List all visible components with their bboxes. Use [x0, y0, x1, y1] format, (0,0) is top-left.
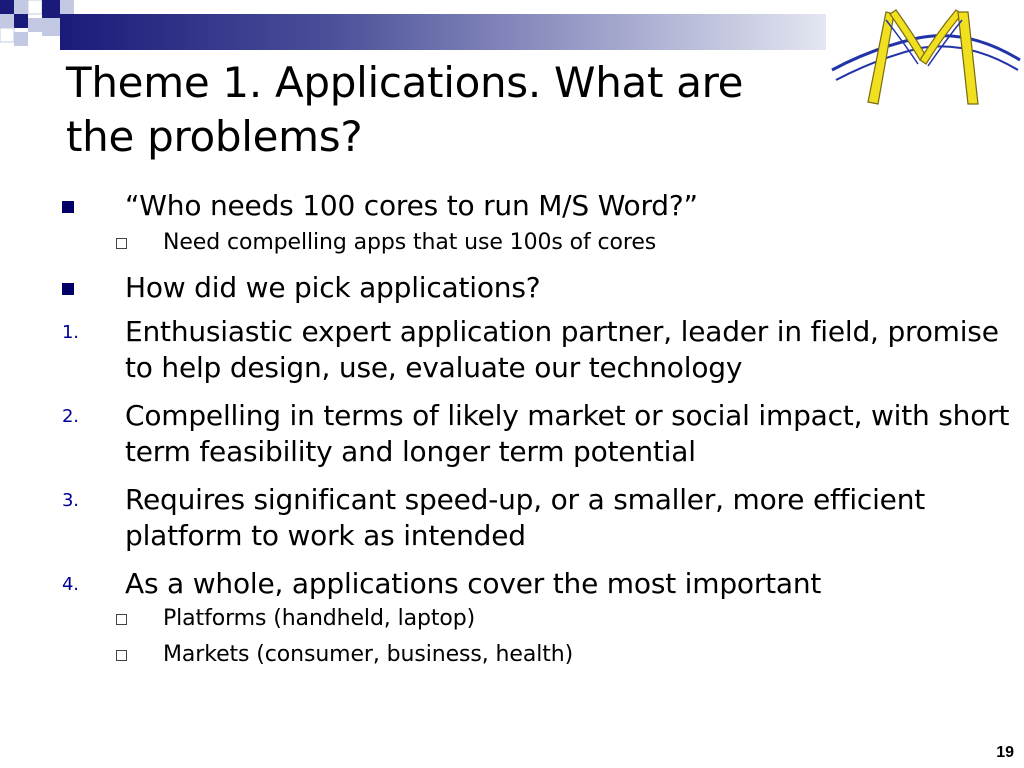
header-mosaic-decoration — [0, 0, 830, 62]
bullet-item — [0, 188, 1024, 224]
bullet-text: “Who needs 100 cores to run M/S Word?” — [125, 189, 698, 222]
numbered-item — [0, 482, 1024, 554]
numbered-item — [0, 566, 1024, 602]
hollow-square-bullet-icon — [116, 614, 127, 625]
numbered-text: Requires significant speed-up, or a smaller, more efficient platform to work as intended — [125, 483, 926, 552]
slide-title-line-2: the problems? — [66, 112, 363, 161]
sub-bullet-text: Platforms (handheld, laptop) — [163, 606, 476, 631]
numbered-text: Compelling in terms of likely market or social impact, with short term feasibility and longer term potential — [125, 399, 1010, 468]
numbered-text: As a whole, applications cover the most important — [125, 567, 822, 600]
number-marker: 3. — [62, 490, 79, 511]
numbered-item — [0, 398, 1024, 470]
sub-bullet-text: Need compelling apps that use 100s of cores — [163, 230, 657, 255]
slide-body — [0, 188, 1024, 676]
bullet-text: How did we pick applications? — [125, 271, 541, 304]
hollow-square-bullet-icon — [116, 650, 127, 661]
sub-bullet-item — [0, 228, 1024, 258]
number-marker: 2. — [62, 406, 79, 427]
page-number: 19 — [996, 744, 1014, 761]
number-marker: 4. — [62, 574, 79, 595]
square-bullet-icon — [62, 201, 74, 213]
sub-bullet-item — [0, 604, 1024, 634]
numbered-item — [0, 314, 1024, 386]
sub-bullet-item — [0, 640, 1024, 670]
hollow-square-bullet-icon — [116, 238, 127, 249]
bridge-m-logo-icon — [828, 0, 1024, 112]
slide-title — [66, 56, 826, 164]
numbered-text: Enthusiastic expert application partner, leader in field, promise to help design, use, evaluate our technology — [125, 315, 999, 384]
slide-title-line-1: Theme 1. Applications. What are — [66, 58, 744, 107]
square-bullet-icon — [62, 283, 74, 295]
sub-bullet-text: Markets (consumer, business, health) — [163, 642, 574, 667]
bullet-item — [0, 270, 1024, 306]
number-marker: 1. — [62, 322, 79, 343]
